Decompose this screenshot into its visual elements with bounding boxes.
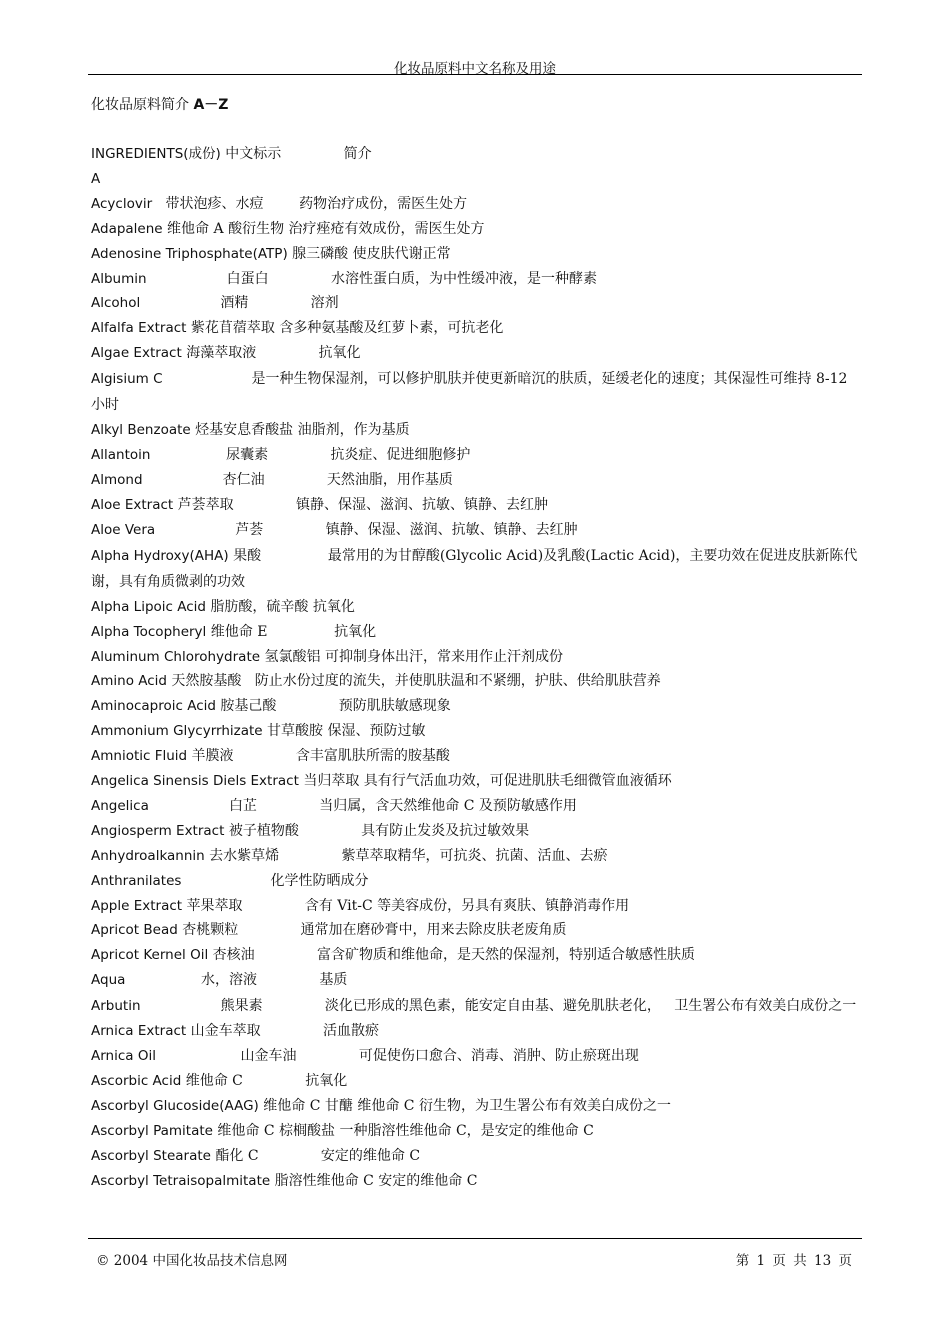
ingredient-entry xyxy=(91,719,861,744)
page-header-title: 化妆品原料中文名称及用途 xyxy=(394,61,556,77)
ingredient-description: 芦荟 镇静、保湿、滋润、抗敏、镇静、去红肿 xyxy=(155,521,578,538)
ingredient-name: Alkyl Benzoate xyxy=(91,422,191,439)
column-heading-ingredients: INGREDIENTS(成份) xyxy=(91,146,221,162)
ingredient-description: 甘草酸胺 保湿、预防过敏 xyxy=(262,723,426,740)
header-divider xyxy=(88,74,862,75)
ingredient-entry xyxy=(91,192,861,217)
ingredient-description: 维他命 C 棕榈酸盐 一种脂溶性维他命 C，是安定的维他命 C xyxy=(212,1122,594,1139)
ingredient-description: 脂肪酸，硫辛酸 抗氧化 xyxy=(205,598,355,615)
ingredient-name: Algisium C xyxy=(91,371,163,388)
ingredient-name: Alpha Hydroxy(AHA) xyxy=(91,547,229,564)
ingredient-description: 山金车萃取 活血散瘀 xyxy=(186,1023,379,1040)
ingredient-description: 熊果素 淡化已形成的黑色素，能安定自由基、避免肌肤老化， 卫生署公布有效美白成份之一 xyxy=(140,998,857,1015)
ingredient-description: 维他命 E 抗氧化 xyxy=(206,623,377,640)
ingredient-description: 氢氯酸铝 可抑制身体出汗，常来用作止汗剂成份 xyxy=(260,648,563,665)
ingredient-name: Aloe Vera xyxy=(91,521,156,538)
ingredient-entry xyxy=(91,694,861,719)
ingredient-entry xyxy=(91,267,861,292)
ingredient-description: 水，溶液 基质 xyxy=(125,972,348,989)
ingredient-name: Aloe Extract xyxy=(91,496,174,513)
ingredient-entry xyxy=(91,943,861,968)
ingredient-name: Arbutin xyxy=(91,998,141,1015)
ingredient-description: 杏仁油 天然油脂，用作基质 xyxy=(142,471,453,488)
document-title-text: 化妆品原料简介 xyxy=(91,97,194,113)
ingredient-name: Ascorbic Acid xyxy=(91,1073,182,1089)
column-heading-rest: 中文标示 简介 xyxy=(220,146,372,162)
ingredient-description: 天然胺基酸 防止水份过度的流失，并使肌肤温和不紧绷，护肤、供给肌肤营养 xyxy=(166,673,661,690)
ingredient-description: 被子植物酸 具有防止发炎及抗过敏效果 xyxy=(224,822,530,839)
ingredient-description: 带状泡疹、水痘 药物治疗成份，需医生处方 xyxy=(152,195,468,212)
ingredient-description: 山金车油 可促使伤口愈合、消毒、消肿、防止瘀斑出现 xyxy=(155,1048,639,1065)
ingredient-name: Adapalene xyxy=(91,220,163,237)
ingredient-name: Aqua xyxy=(91,972,126,989)
ingredient-entry xyxy=(91,418,861,443)
ingredient-description: 海藻萃取液 抗氧化 xyxy=(181,345,361,362)
ingredient-description: 去水紫草烯 紫草萃取精华，可抗炎、抗菌、活血、去瘀 xyxy=(204,847,608,864)
ingredient-description: 苹果萃取 含有 Vit-C 等美容成份，另具有爽肤、镇静消毒作用 xyxy=(182,897,630,914)
ingredient-entry xyxy=(91,316,861,341)
ingredient-name: Alpha Lipoic Acid xyxy=(91,598,206,615)
ingredient-name: Algae Extract xyxy=(91,345,182,362)
ingredient-entry xyxy=(91,620,861,645)
ingredient-name: Adenosine Triphosphate(ATP) xyxy=(91,245,288,262)
ingredient-description: 当归萃取 具有行气活血功效，可促进肌肤毛细微管血液循环 xyxy=(298,773,672,790)
ingredient-entry xyxy=(91,366,861,418)
ingredient-name: Albumin xyxy=(91,270,147,287)
ingredient-name: Apricot Kernel Oil xyxy=(91,947,209,964)
ingredient-name: Aminocaproic Acid xyxy=(91,698,216,715)
blank-line xyxy=(91,116,861,142)
ingredient-entry xyxy=(91,993,861,1019)
ingredient-name: Arnica Extract xyxy=(91,1023,187,1040)
ingredient-entry xyxy=(91,1144,861,1169)
ingredient-name: Ascorbyl Tetraisopalmitate xyxy=(91,1172,271,1189)
ingredient-name: Ascorbyl Pamitate xyxy=(91,1122,213,1139)
ingredient-entry xyxy=(91,291,861,316)
ingredient-entry xyxy=(91,518,861,543)
ingredient-entry xyxy=(91,1119,861,1144)
ingredient-entry xyxy=(91,1169,861,1194)
ingredient-entry xyxy=(91,443,861,468)
ingredient-name: Alfalfa Extract xyxy=(91,320,187,337)
ingredient-name: Ascorbyl Glucoside(AAG) xyxy=(91,1097,259,1114)
ingredient-description: 杏核油 富含矿物质和维他命，是天然的保湿剂，特别适合敏感性肤质 xyxy=(208,947,695,964)
ingredient-entry xyxy=(91,769,861,794)
ingredient-name: Alcohol xyxy=(91,295,141,312)
ingredient-name: Angelica Sinensis Diels Extract xyxy=(91,773,299,790)
ingredient-name: Angiosperm Extract xyxy=(91,822,225,839)
ingredient-description: 白蛋白 水溶性蛋白质，为中性缓冲液，是一种酵素 xyxy=(146,270,597,287)
ingredient-entry xyxy=(91,669,861,694)
footer-divider xyxy=(88,1238,862,1239)
ingredient-description: 维他命 A 酸衍生物 治疗痤疮有效成份，需医生处方 xyxy=(162,220,485,237)
document-body xyxy=(91,94,861,1194)
document-title xyxy=(91,94,861,116)
ingredient-name: Anthranilates xyxy=(91,872,182,889)
ingredient-description: 杏桃颗粒 通常加在磨砂膏中，用来去除皮肤老废角质 xyxy=(177,922,567,939)
ingredient-description: 白芷 当归属，含天然维他命 C 及预防敏感作用 xyxy=(148,797,577,814)
ingredient-name: Apple Extract xyxy=(91,897,183,914)
ingredient-name: Ammonium Glycyrrhizate xyxy=(91,723,263,740)
ingredient-entry xyxy=(91,543,861,595)
ingredient-entry xyxy=(91,968,861,993)
ingredient-name: Anhydroalkannin xyxy=(91,847,205,864)
ingredient-name: Ascorbyl Stearate xyxy=(91,1147,211,1164)
ingredient-entry xyxy=(91,1019,861,1044)
ingredient-description: 化学性防晒成分 xyxy=(181,872,369,889)
footer-page-number: 第 1 页 共 13 页 xyxy=(735,1253,852,1269)
ingredient-entry xyxy=(91,468,861,493)
ingredient-entry xyxy=(91,794,861,819)
column-headings xyxy=(91,142,861,167)
ingredient-entry xyxy=(91,819,861,844)
ingredient-name: Amniotic Fluid xyxy=(91,748,188,765)
ingredient-name: Amino Acid xyxy=(91,673,167,690)
ingredient-entry xyxy=(91,918,861,943)
ingredient-name: Angelica xyxy=(91,797,149,814)
ingredient-description: 是一种生物保湿剂，可以修护肌肤并使更新暗沉的肤质，延缓老化的速度；其保湿性可维持 8-12 小时 xyxy=(91,371,852,414)
ingredient-entry xyxy=(91,744,861,769)
ingredient-description: 维他命 C 甘醣 维他命 C 衍生物，为卫生署公布有效美白成份之一 xyxy=(258,1097,671,1114)
ingredient-description: 维他命 C 抗氧化 xyxy=(181,1073,348,1089)
ingredient-name: Apricot Bead xyxy=(91,922,178,939)
footer-copyright: © 2004 中国化妆品技术信息网 xyxy=(96,1253,288,1269)
section-letter: A xyxy=(91,170,101,187)
ingredient-entry xyxy=(91,1069,861,1094)
ingredient-description: 酯化 C 安定的维他命 C xyxy=(210,1147,421,1164)
document-title-range: A－Z xyxy=(193,97,229,113)
ingredient-description: 烃基安息香酸盐 油脂剂，作为基质 xyxy=(190,422,410,439)
ingredient-name: Almond xyxy=(91,471,143,488)
ingredient-name: Allantoin xyxy=(91,447,151,464)
ingredient-entry xyxy=(91,242,861,267)
ingredient-name: Aluminum Chlorohydrate xyxy=(91,648,261,665)
ingredient-description: 胺基己酸 预防肌肤敏感现象 xyxy=(215,698,451,715)
ingredient-description: 羊膜液 含丰富肌肤所需的胺基酸 xyxy=(187,748,450,765)
ingredient-entry xyxy=(91,217,861,242)
ingredient-entry xyxy=(91,869,861,894)
ingredient-entry xyxy=(91,1094,861,1119)
ingredient-description: 腺三磷酸 使皮肤代谢正常 xyxy=(287,245,451,262)
ingredient-entry xyxy=(91,493,861,518)
ingredient-description: 尿囊素 抗炎症、促进细胞修护 xyxy=(150,447,471,464)
ingredient-list xyxy=(91,192,861,1194)
ingredient-entry xyxy=(91,1044,861,1069)
ingredient-name: Acyclovir xyxy=(91,195,153,212)
ingredient-entry xyxy=(91,844,861,869)
ingredient-description: 脂溶性维他命 C 安定的维他命 C xyxy=(270,1172,478,1189)
ingredient-entry xyxy=(91,595,861,620)
ingredient-description: 紫花苜蓿萃取 含多种氨基酸及红萝卜素，可抗老化 xyxy=(186,320,504,337)
ingredient-name: Alpha Tocopheryl xyxy=(91,623,207,640)
ingredient-name: Arnica Oil xyxy=(91,1048,156,1065)
ingredient-entry xyxy=(91,894,861,919)
ingredient-description: 酒精 溶剂 xyxy=(140,295,339,312)
ingredient-entry xyxy=(91,645,861,670)
ingredient-description: 果酸 最常用的为甘醇酸(Glycolic Acid)及乳酸(Lactic Acid)，主要功效在促进皮肤新陈代谢，具有角质微剥的功效 xyxy=(91,547,858,590)
ingredient-description: 芦荟萃取 镇静、保湿、滋润、抗敏、镇静、去红肿 xyxy=(173,496,548,513)
ingredient-entry xyxy=(91,341,861,366)
